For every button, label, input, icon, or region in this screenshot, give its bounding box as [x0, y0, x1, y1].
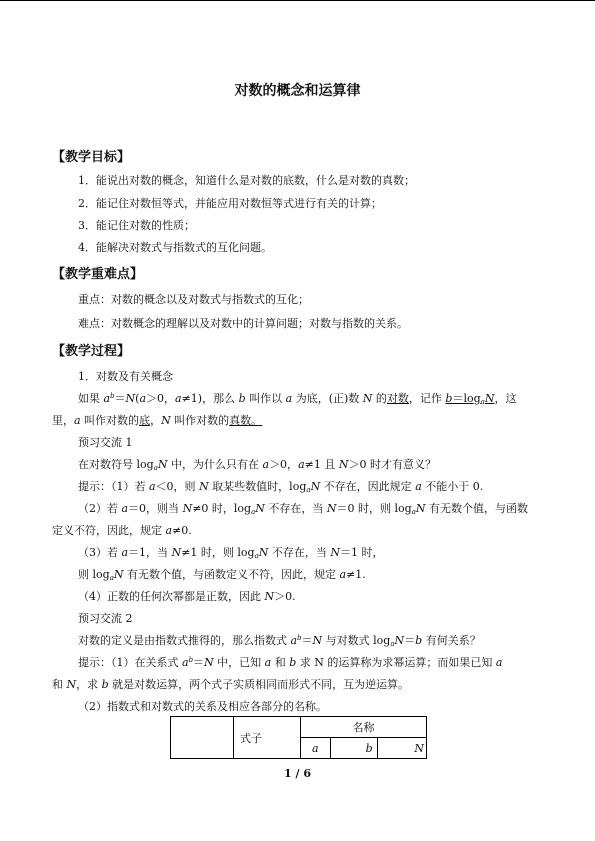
section-heading-key: 【教学重难点】: [52, 267, 144, 282]
subsection-heading: 1．对数及有关概念: [78, 370, 173, 383]
log-notation: $b=\log_aN$: [445, 392, 495, 406]
question-line: 对数的定义是由指数式推得的，那么指数式 $a^b=N$ 与对数式 $\log_aN=b$ 有何关系？: [78, 634, 481, 648]
hint-line: 和 N，求 b 就是对数运算，两个式子实质相同而形式不同，互为逆运算。: [52, 678, 410, 691]
page-number: 1 / 6: [284, 767, 311, 780]
preview-heading: 预习交流 2: [78, 612, 133, 625]
table-subheader-a: a: [301, 738, 331, 759]
hint-line: 提示：（1）若 a＜0，则 N 取某些数值时，$\log_aN$ 不存在，因此规定 a 不能小于 0.: [78, 480, 484, 494]
question-line: 在对数符号 $\log_aN$ 中，为什么只有在 a＞0，a≠1 且 N＞0 时才有意义？: [78, 458, 436, 472]
hint-line: 则 $\log_aN$ 有无数个值，与函数定义不符，因此，规定 a≠1.: [78, 568, 366, 582]
term-base: 底: [139, 414, 151, 427]
preview-heading: 预习交流 1: [78, 436, 133, 449]
goal-item: 3．能记住对数的性质；: [78, 219, 195, 232]
hint-line: （2）指数式和对数式的关系及相应各部分的名称。: [78, 700, 327, 713]
goal-item: 4．能解决对数式与指数式的互化问题。: [78, 241, 272, 254]
section-heading-goals: 【教学目标】: [52, 150, 131, 165]
hint-line: 定义不符，因此，规定 a≠0.: [52, 524, 192, 537]
table-header-name: 名称: [301, 717, 427, 738]
definition-line: 里，a 叫作对数的底，N 叫作对数的真数。: [52, 414, 263, 427]
term-logarithm: 对数: [386, 392, 409, 405]
table-subheader-N: N: [377, 738, 426, 759]
section-heading-process: 【教学过程】: [52, 344, 131, 359]
hint-line: 提示：（1）在关系式 $a^b=N$ 中，已知 a 和 b 求 N 的运算称为求幂运算；而如果已知 a: [78, 656, 503, 669]
table-header-formula: 式子: [234, 717, 301, 759]
goal-item: 1．能说出对数的概念，知道什么是对数的底数，什么是对数的真数；: [78, 174, 415, 187]
key-difficulty: 难点：对数概念的理解以及对数中的计算问题；对数与指数的关系。: [78, 317, 408, 330]
table-cell-blank: [171, 717, 234, 759]
key-focus: 重点：对数的概念以及对数式与指数式的互化；: [78, 293, 309, 306]
exp-log-relation-table: [170, 716, 427, 759]
hint-line: （3）若 a＝1，当 N≠1 时，则 $\log_aN$ 不存在，当 N＝1 时，: [78, 546, 384, 560]
page-title: 对数的概念和运算律: [234, 83, 361, 99]
definition-line: 如果 $a^b=N(a>0$，a≠1)，那么 b 叫作以 a 为底，(正)数 N 的对数，记作 $b=\log_aN$，这: [78, 392, 517, 406]
hint-line: （2）若 a＝0，则当 N≠0 时，$\log_aN$ 不存在，当 N＝0 时，则 $\log_aN$ 有无数个值，与函数: [78, 502, 529, 516]
goal-item: 2．能记住对数恒等式，并能应用对数恒等式进行有关的计算；: [78, 197, 382, 210]
table-subheader-b: b: [330, 738, 377, 759]
term-antilog: 真数。: [229, 414, 263, 427]
hint-line: （4）正数的任何次幂都是正数，因此 N＞0.: [78, 590, 296, 603]
